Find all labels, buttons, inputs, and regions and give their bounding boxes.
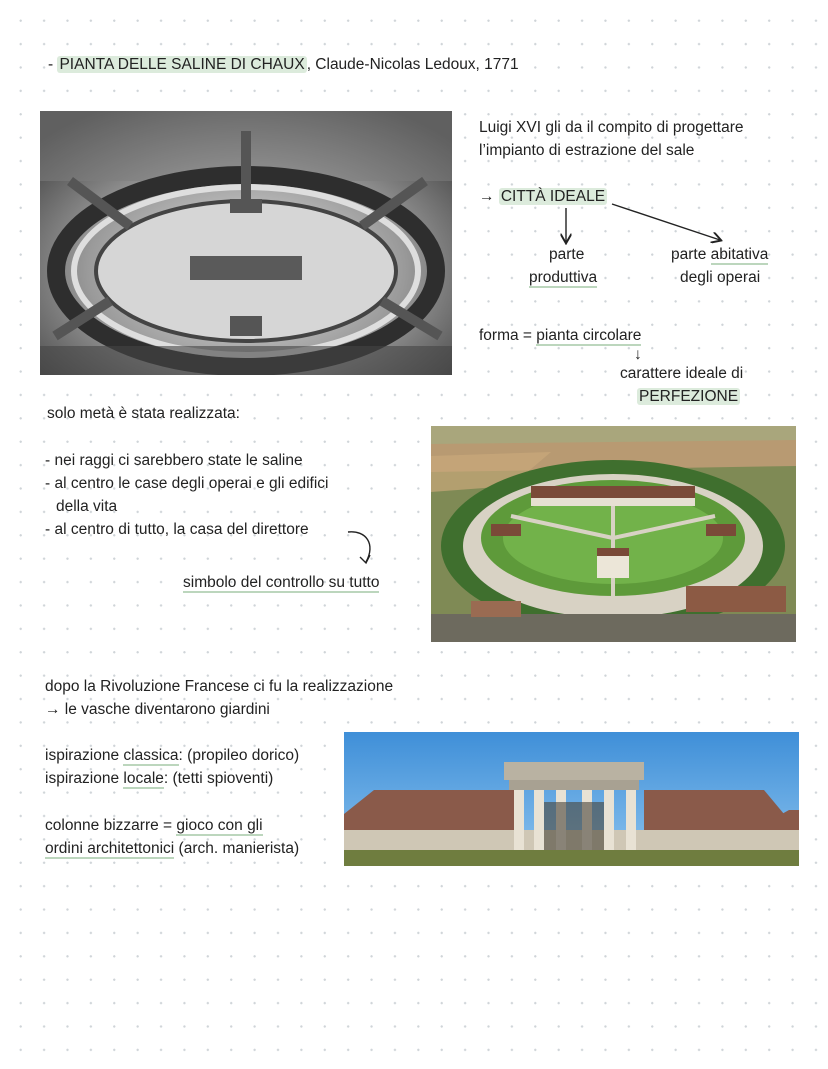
perfection-highlight: PERFEZIONE xyxy=(639,388,739,405)
housing-line-1 xyxy=(671,243,768,266)
form-line xyxy=(479,324,641,347)
character-line-1: carattere ideale di xyxy=(620,365,744,382)
title-dash: - xyxy=(48,56,58,73)
housing-line-2: degli operai xyxy=(680,269,761,286)
form-arrow-icon: ↓ xyxy=(634,346,642,363)
symbol-text: simbolo del controllo su tutto xyxy=(183,574,380,591)
right-arrow-icon: → xyxy=(479,188,495,205)
columns-line-1 xyxy=(45,814,263,837)
facade-photo xyxy=(344,732,799,866)
aerial-photo xyxy=(431,426,796,642)
engraving-image xyxy=(40,111,452,375)
intro-line-2: l’impianto di estrazione del sale xyxy=(479,142,695,159)
bullet-2-line-1: - al centro le case degli operai e gli edifici xyxy=(45,475,329,492)
revolution-line-2: → le vasche diventarono giardini xyxy=(45,701,270,718)
diagram-arrows xyxy=(540,196,740,248)
columns-line-2 xyxy=(45,837,299,860)
revolution-line-1: dopo la Rivoluzione Francese ci fu la realizzazione xyxy=(45,678,394,695)
form-value: pianta circolare xyxy=(536,327,642,344)
intro-line-1: Luigi XVI gli da il compito di progettare xyxy=(479,119,744,136)
curved-arrow-icon xyxy=(344,524,380,570)
local-suffix: : (tetti spioventi) xyxy=(163,770,274,787)
arrow-diagonal-icon xyxy=(612,204,720,240)
housing-word: abitativa xyxy=(710,246,769,263)
classic-prefix: ispirazione xyxy=(45,747,124,764)
title-highlight: PIANTA DELLE SALINE DI CHAUX xyxy=(59,56,305,73)
local-prefix: ispirazione xyxy=(45,770,124,787)
columns-underlined-2: ordini architettonici xyxy=(45,840,175,857)
page-title xyxy=(48,53,519,76)
housing-prefix: parte xyxy=(671,246,711,263)
productive-line-2 xyxy=(529,266,597,289)
character-line-2 xyxy=(637,385,740,408)
city-highlight: CITTÀ IDEALE xyxy=(500,188,606,205)
classic-word: classica xyxy=(123,747,179,764)
classic-line xyxy=(45,744,299,767)
symbol-line xyxy=(183,571,379,594)
title-author-year: , Claude-Nicolas Ledoux, 1771 xyxy=(306,56,519,73)
bullet-3: - al centro di tutto, la casa del direttore xyxy=(45,521,309,538)
half-heading: solo metà è stata realizzata: xyxy=(47,405,240,422)
local-word: locale xyxy=(123,770,164,787)
columns-suffix: (arch. manierista) xyxy=(174,840,300,857)
columns-underlined-1: gioco con gli xyxy=(176,817,263,834)
form-label: forma = xyxy=(479,327,537,344)
bullet-1: - nei raggi ci sarebbero state le saline xyxy=(45,452,303,469)
bullet-2-line-2: della vita xyxy=(56,498,118,515)
columns-prefix: colonne bizzarre = xyxy=(45,817,177,834)
productive-line-1: parte xyxy=(549,246,585,263)
productive-word: produttiva xyxy=(529,269,598,286)
local-line xyxy=(45,767,273,790)
classic-suffix: : (propileo dorico) xyxy=(178,747,300,764)
